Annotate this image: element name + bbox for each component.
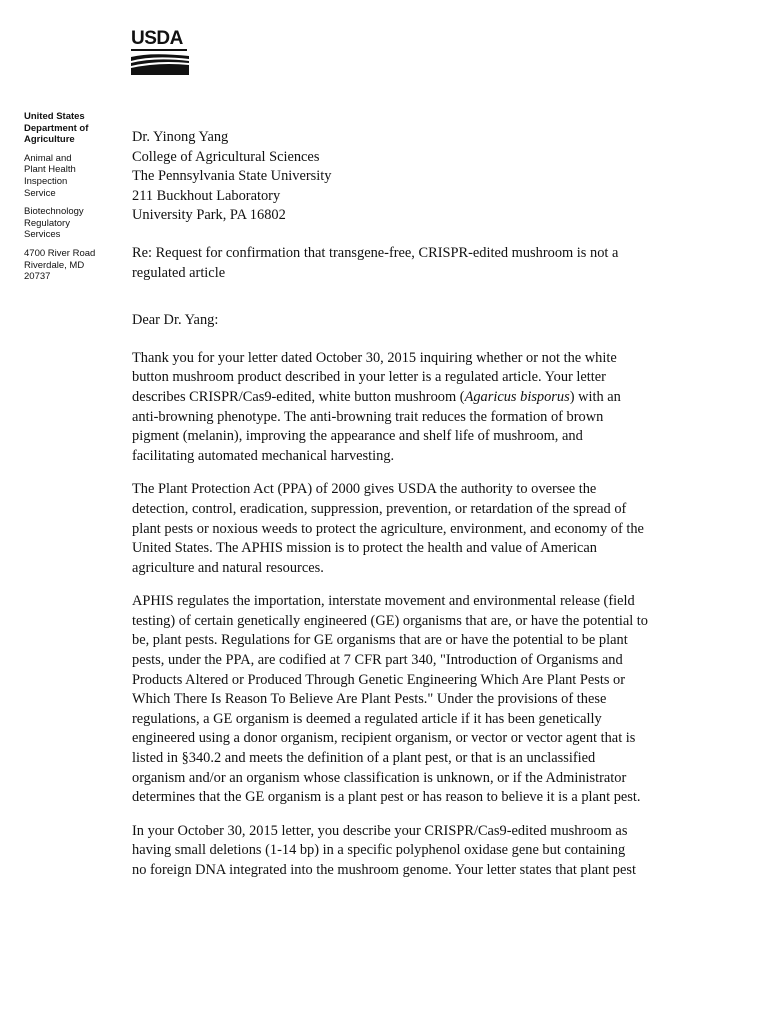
sidebar-line: Department of: [24, 122, 89, 134]
paragraph-1: [132, 349, 677, 467]
recipient-line: Dr. Yinong Yang: [132, 129, 229, 145]
sidebar-agency: [24, 111, 124, 146]
paragraph-line: button mushroom product described in your letter is a regulated article. Your letter: [132, 369, 606, 386]
paragraph-line: regulations, a GE organism is deemed a regulated article if it has been genetically: [132, 710, 602, 727]
sidebar-line: Biotechnology: [24, 206, 84, 218]
paragraph-line: no foreign DNA integrated into the mushroom genome. Your letter states that plant pest: [132, 862, 636, 878]
recipient-line: University Park, PA 16802: [132, 207, 286, 224]
text-run: describes CRISPR/Cas9-edited, white button mushroom (: [132, 388, 465, 405]
letter-body: [132, 128, 677, 881]
sidebar-line: United States: [24, 111, 85, 122]
paragraph-2: [132, 480, 677, 578]
subject-line: [132, 244, 677, 283]
subject-text: Re: Request for confirmation that transgene-free, CRISPR-edited mushroom is not a: [132, 244, 619, 261]
sidebar-line: Plant Health: [24, 164, 76, 176]
paragraph-line: listed in §340.2 and meets the definition of a plant pest, or that is an unclassified: [132, 750, 596, 767]
subject-text: regulated article: [132, 264, 226, 281]
recipient-line: The Pennsylvania State University: [132, 168, 332, 185]
paragraph-line: be, plant pests. Regulations for GE organisms that are or have the potential to be plant: [132, 632, 628, 649]
paragraph-line: United States. The APHIS mission is to protect the health and value of American: [132, 540, 597, 557]
sidebar-division: [24, 206, 124, 241]
paragraph-line: having small deletions (1-14 bp) in a specific polyphenol oxidase gene but containing: [132, 842, 626, 859]
recipient-address: [132, 128, 677, 226]
sidebar-line: 4700 River Road: [24, 247, 96, 259]
recipient-line: College of Agricultural Sciences: [132, 148, 320, 165]
paragraph-line: engineered using a donor organism, recipient organism, or vector or vector agent that is: [132, 730, 636, 747]
paragraph-line: agriculture and natural resources.: [132, 559, 324, 576]
paragraph-line: organism and/or an organism whose classification is unknown, or if the Administrator: [132, 769, 627, 786]
paragraph-line: plant pests or noxious weeds to protect the agriculture, environment, and economy of the: [132, 520, 644, 537]
sidebar-line: Riverdale, MD: [24, 259, 85, 271]
paragraph-line: testing) of certain genetically engineered (GE) organisms that are, or have the potential to: [132, 612, 649, 629]
sidebar-line: Inspection: [24, 175, 68, 187]
paragraph-line: pigment (melanin), improving the appearance and shelf life of mushroom, and: [132, 428, 583, 445]
sidebar-line: Regulatory: [24, 217, 70, 229]
species-name: Agaricus bisporus: [464, 388, 570, 405]
paragraph-line: In your October 30, 2015 letter, you describe your CRISPR/Cas9-edited mushroom as: [132, 822, 628, 839]
sidebar-address: [24, 248, 124, 283]
letterhead-sidebar: [24, 111, 124, 290]
paragraph-line: Products Altered or Produced Through Genetic Engineering Which Are Plant Pests or: [132, 671, 626, 688]
sidebar-line: Services: [24, 229, 61, 241]
usda-logo-landscape-icon: [131, 53, 189, 75]
sidebar-line: Animal and: [24, 152, 72, 164]
paragraph-line: [132, 388, 677, 408]
paragraph-line: facilitating automated mechanical harvesting.: [132, 447, 395, 464]
paragraph-line: detection, control, eradication, suppression, prevention, or retardation of the spread of: [132, 500, 627, 517]
paragraph-line: pests, under the PPA, are codified at 7 CFR part 340, "Introduction of Organisms and: [132, 652, 623, 669]
paragraph-3: [132, 592, 677, 808]
sidebar-service: [24, 153, 124, 199]
recipient-line: 211 Buckhout Laboratory: [132, 187, 281, 204]
paragraph-line: Thank you for your letter dated October 30, 2015 inquiring whether or not the white: [132, 349, 617, 366]
paragraph-line: anti-browning phenotype. The anti-browning trait reduces the formation of brown: [132, 408, 604, 425]
sidebar-line: Agriculture: [24, 134, 75, 146]
usda-logo: [131, 30, 193, 75]
paragraph-line: APHIS regulates the importation, interstate movement and environmental release (field: [132, 593, 635, 610]
paragraph-line: Which There Is Reason To Believe Are Plant Pests." Under the provisions of these: [132, 691, 607, 708]
text-run: ) with an: [569, 388, 621, 405]
paragraph-4: [132, 822, 677, 881]
paragraph-line: The Plant Protection Act (PPA) of 2000 gives USDA the authority to oversee the: [132, 481, 597, 498]
sidebar-line: 20737: [24, 271, 51, 283]
salutation: Dear Dr. Yang:: [132, 312, 219, 329]
paragraph-line: determines that the GE organism is a plant pest or has reason to believe it is a plant pest.: [132, 789, 641, 806]
sidebar-line: Service: [24, 187, 56, 199]
usda-logo-text: USDA: [131, 30, 187, 51]
